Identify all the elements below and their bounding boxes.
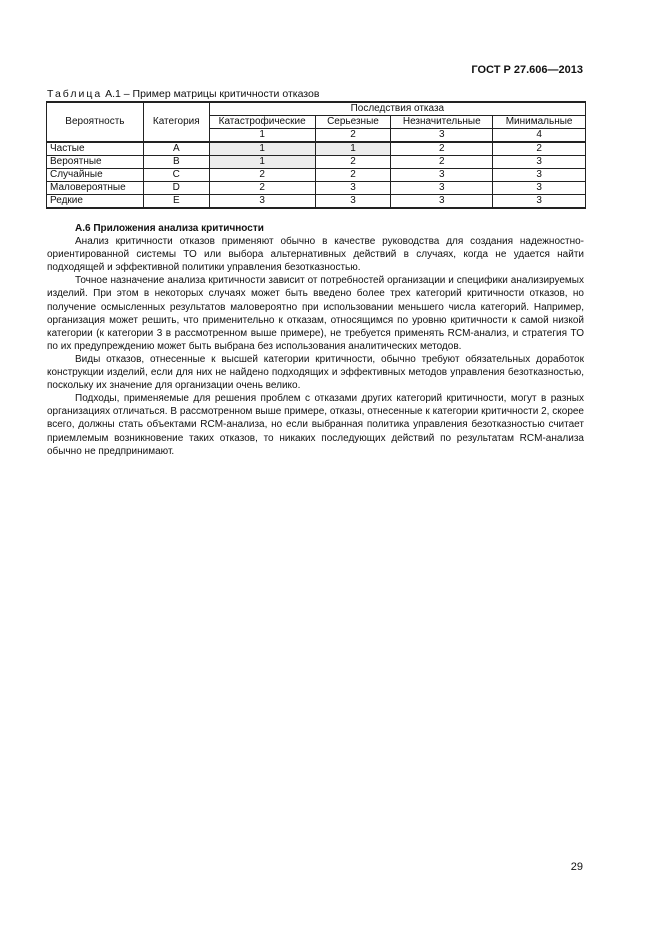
category-cell: E: [143, 195, 209, 209]
value-cell: 3: [493, 195, 586, 209]
header-category: Категория: [143, 102, 209, 142]
paragraph: Точное назначение анализа критичности зависит от потребностей организации и специфики анализируемых изделий. При этом в некоторых случаях может быть введено более трех категорий критичности отказов, но получение осмысленных результатов маловероятно при использовании меньшего числа категорий. Например, организация может решить, что применительно к отказам, относящимся по уровню критичности к самой низкой категории (к категории 3 в рассмотренном выше примере), не требуется применять RCM-анализ, и стратегия ТО по их предупреждению может быть выбрана без использования аналитических методов.: [47, 275, 584, 352]
table-row: [47, 142, 586, 156]
header-probability: Вероятность: [47, 102, 144, 142]
probability-cell: Редкие: [47, 195, 144, 209]
value-cell: 3: [391, 182, 493, 195]
consequence-number: 2: [315, 129, 391, 143]
value-cell: 3: [391, 169, 493, 182]
category-cell: D: [143, 182, 209, 195]
probability-cell: Частые: [47, 142, 144, 156]
consequence-number: 4: [493, 129, 586, 143]
value-cell: 3: [315, 182, 391, 195]
criticality-matrix-table: [46, 101, 586, 209]
table-caption-title: А.1 – Пример матрицы критичности отказов: [102, 88, 320, 100]
table-row: [47, 182, 586, 195]
value-cell: 2: [315, 156, 391, 169]
table-row: [47, 169, 586, 182]
consequence-label: Серьезные: [315, 116, 391, 129]
category-cell: A: [143, 142, 209, 156]
consequence-label: Незначительные: [391, 116, 493, 129]
table-row: [47, 195, 586, 209]
page-number: 29: [570, 861, 583, 873]
value-cell: 3: [493, 182, 586, 195]
consequence-number: 3: [391, 129, 493, 143]
table-row: [47, 156, 586, 169]
value-cell: 1: [209, 156, 315, 169]
section-a6: [47, 222, 584, 458]
value-cell: 1: [209, 142, 315, 156]
value-cell: 3: [493, 156, 586, 169]
table-header-row: [47, 102, 586, 116]
value-cell: 2: [209, 182, 315, 195]
value-cell: 2: [391, 142, 493, 156]
section-heading: А.6 Приложения анализа критичности: [75, 223, 264, 234]
consequence-number: 1: [209, 129, 315, 143]
consequence-label: Катастрофические: [209, 116, 315, 129]
value-cell: 2: [493, 142, 586, 156]
value-cell: 1: [315, 142, 391, 156]
probability-cell: Маловероятные: [47, 182, 144, 195]
probability-cell: Случайные: [47, 169, 144, 182]
value-cell: 3: [391, 195, 493, 209]
paragraph: Виды отказов, отнесенные к высшей категории критичности, обычно требуют обязательных доработок конструкции изделий, если для них не найдено подходящих и эффективных методов управления безотказностью, поскольку их значение для организации очень велико.: [47, 353, 584, 392]
probability-cell: Вероятные: [47, 156, 144, 169]
category-cell: B: [143, 156, 209, 169]
table-caption: [47, 88, 319, 100]
paragraph: Подходы, применяемые для решения проблем с отказами других категорий критичности, могут в разных организациях отличаться. В рассмотренном выше примере, отказы, отнесенные к категории критичности 2, скорее всего, должны стать объектами RCM-анализа, но если выбранная политика управления безотказностью считает приемлемым возникновение таких отказов, то никаких последующих действий по результатам RCM-анализа обычно не предпринимают.: [47, 393, 584, 457]
table-caption-word: Таблица: [47, 88, 103, 100]
standard-designation: ГОСТ Р 27.606—2013: [471, 64, 583, 76]
category-cell: C: [143, 169, 209, 182]
paragraph: Анализ критичности отказов применяют обычно в качестве руководства для создания надежностно-ориентированной системы ТО или выбора альтернативных действий в случаях, когда не удается найти подходящей и эффективной политики управления безотказностью.: [47, 236, 584, 274]
value-cell: 2: [315, 169, 391, 182]
consequence-label: Минимальные: [493, 116, 586, 129]
value-cell: 3: [315, 195, 391, 209]
value-cell: 3: [493, 169, 586, 182]
value-cell: 2: [391, 156, 493, 169]
value-cell: 3: [209, 195, 315, 209]
header-consequences: Последствия отказа: [209, 102, 585, 116]
value-cell: 2: [209, 169, 315, 182]
